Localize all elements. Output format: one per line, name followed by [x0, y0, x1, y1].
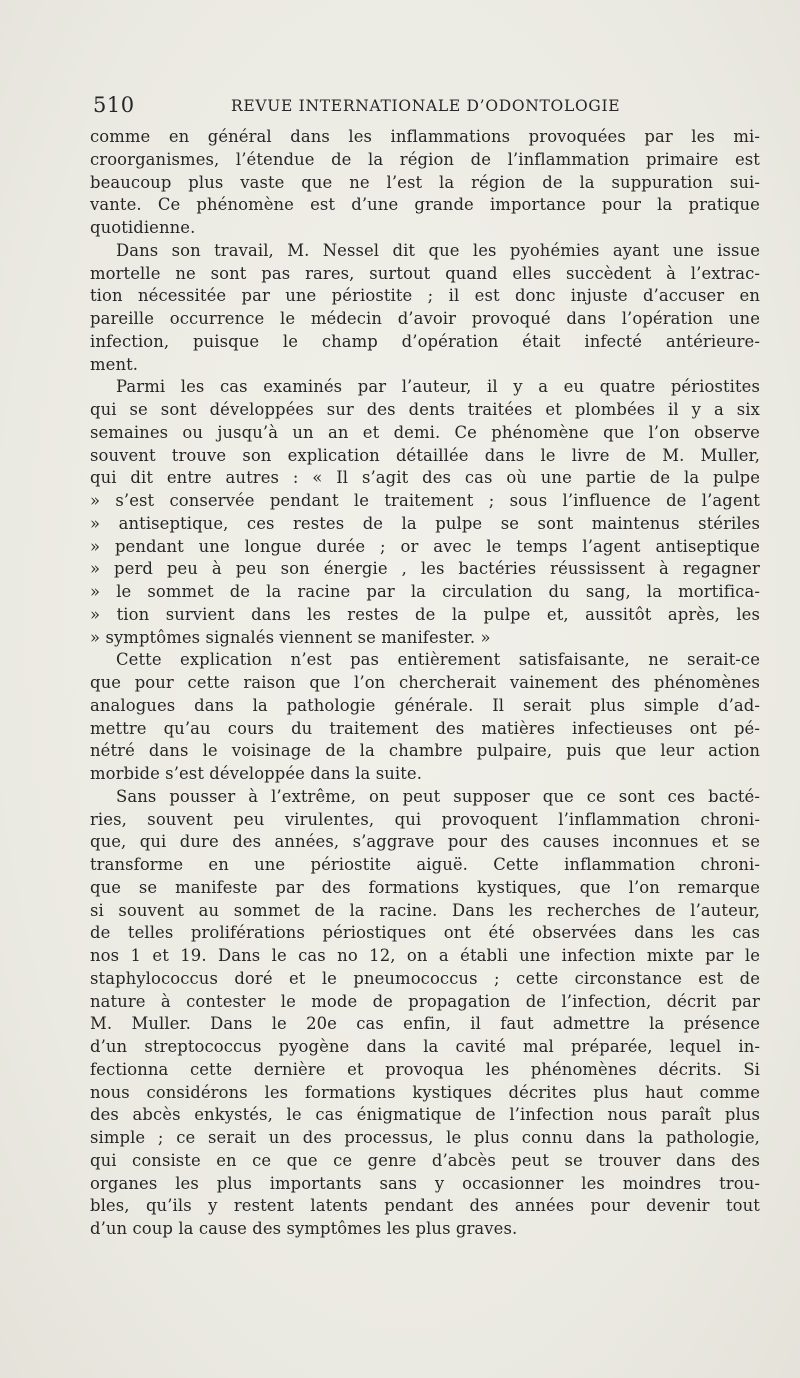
text-line: tion nécessitée par une périostite ; il est donc injuste d’accuser en [90, 286, 760, 306]
text-line: staphylococcus doré et le pneumococcus ; cette circonstance est de [90, 968, 760, 988]
text-line: mortelle ne sont pas rares, surtout quand elles succèdent à l’extrac- [90, 263, 760, 283]
text-line: pareille occurrence le médecin d’avoir provoqué dans l’opération une [90, 309, 760, 328]
text-line: bles, qu’ils y restent latents pendant des années pour devenir tout [90, 1196, 760, 1216]
text-line: nous considérons les formations kystiques décrites plus haut comme [90, 1082, 760, 1102]
text-line: quotidienne. [90, 218, 196, 237]
text-line: analogues dans la pathologie générale. Il serait plus simple d’ad- [90, 695, 760, 715]
journal-title: REVUE INTERNATIONALE D’ODONTOLOGIE [231, 97, 621, 115]
text-line: d’un coup la cause des symptômes les plus graves. [90, 1219, 518, 1238]
text-line: beaucoup plus vaste que ne l’est la région de la suppuration sui- [90, 172, 760, 192]
text-line: Cette explication n’est pas entièrement satisfaisante, ne serait-ce [116, 650, 760, 670]
text-line: des abcès enkystés, le cas énigmatique de l’infection nous paraît plus [90, 1105, 760, 1125]
text-line: comme en général dans les inflammations provoquées par les mi- [90, 127, 760, 146]
text-line: de telles proliférations périostiques ont été observées dans les cas [90, 923, 760, 943]
text-line: transforme en une périostite aiguë. Cette inflammation chroni- [90, 855, 760, 874]
text-line: fectionna cette dernière et provoqua les phénomènes décrits. Si [90, 1059, 760, 1079]
text-line: nos 1 et 19. Dans le cas no 12, on a établi une infection mixte par le [90, 946, 760, 965]
page-number: 510 [93, 93, 135, 117]
text-line: nétré dans le voisinage de la chambre pulpaire, puis que leur action [90, 741, 760, 761]
text-line: » antiseptique, ces restes de la pulpe se sont maintenus stériles [90, 513, 760, 533]
text-line: infection, puisque le champ d’opération était infecté antérieure- [90, 331, 760, 351]
text-line: vante. Ce phénomène est d’une grande importance pour la pratique [90, 195, 760, 215]
text-line: si souvent au sommet de la racine. Dans les recherches de l’auteur, [90, 900, 760, 920]
text-line: M. Muller. Dans le 20e cas enfin, il faut admettre la présence [90, 1014, 760, 1034]
text-line: qui dit entre autres : « Il s’agit des cas où une partie de la pulpe [90, 468, 760, 488]
text-line: » pendant une longue durée ; or avec le temps l’agent antiseptique [90, 536, 760, 556]
text-line: » tion survient dans les restes de la pulpe et, aussitôt après, les [90, 604, 760, 624]
text-line: souvent trouve son explication détaillée dans le livre de M. Muller, [90, 445, 760, 465]
article-body [90, 126, 760, 1241]
text-line: d’un streptococcus pyogène dans la cavité mal préparée, lequel in- [90, 1037, 760, 1056]
text-line: qui consiste en ce que ce genre d’abcès peut se trouver dans des [90, 1150, 760, 1170]
text-line: Dans son travail, M. Nessel dit que les pyohémies ayant une issue [116, 240, 760, 260]
text-line: ries, souvent peu virulentes, qui provoquent l’inflammation chroni- [90, 809, 760, 829]
text-line: croorganismes, l’étendue de la région de l’inflammation primaire est [90, 149, 760, 169]
text-line: » s’est conservée pendant le traitement ; sous l’influence de l’agent [90, 491, 760, 510]
text-line: organes les plus importants sans y occasionner les moindres trou- [90, 1173, 760, 1193]
text-line: simple ; ce serait un des processus, le plus connu dans la pathologie, [90, 1128, 760, 1147]
text-line: que, qui dure des années, s’aggrave pour des causes inconnues et se [90, 832, 760, 852]
running-head [93, 93, 733, 119]
text-line: semaines ou jusqu’à un an et demi. Ce phénomène que l’on observe [90, 422, 760, 442]
text-line: » le sommet de la racine par la circulation du sang, la mortifica- [90, 582, 760, 601]
text-line: qui se sont développées sur des dents traitées et plombées il y a six [90, 400, 760, 419]
text-line: » symptômes signalés viennent se manifester. » [90, 627, 491, 647]
text-line: que se manifeste par des formations kystiques, que l’on remarque [90, 877, 760, 897]
text-line: Sans pousser à l’extrême, on peut supposer que ce sont ces bacté- [116, 786, 760, 806]
text-line: » perd peu à peu son énergie , les bactéries réussissent à regagner [90, 559, 760, 579]
text-line: Parmi les cas examinés par l’auteur, il y a eu quatre périostites [116, 377, 760, 397]
text-line: morbide s’est développée dans la suite. [90, 764, 423, 783]
text-line: ment. [90, 354, 139, 374]
text-line: que pour cette raison que l’on chercherait vainement des phénomènes [90, 673, 760, 692]
text-line: mettre qu’au cours du traitement des matières infectieuses ont pé- [90, 718, 760, 738]
text-line: nature à contester le mode de propagation de l’infection, décrit par [90, 991, 760, 1011]
